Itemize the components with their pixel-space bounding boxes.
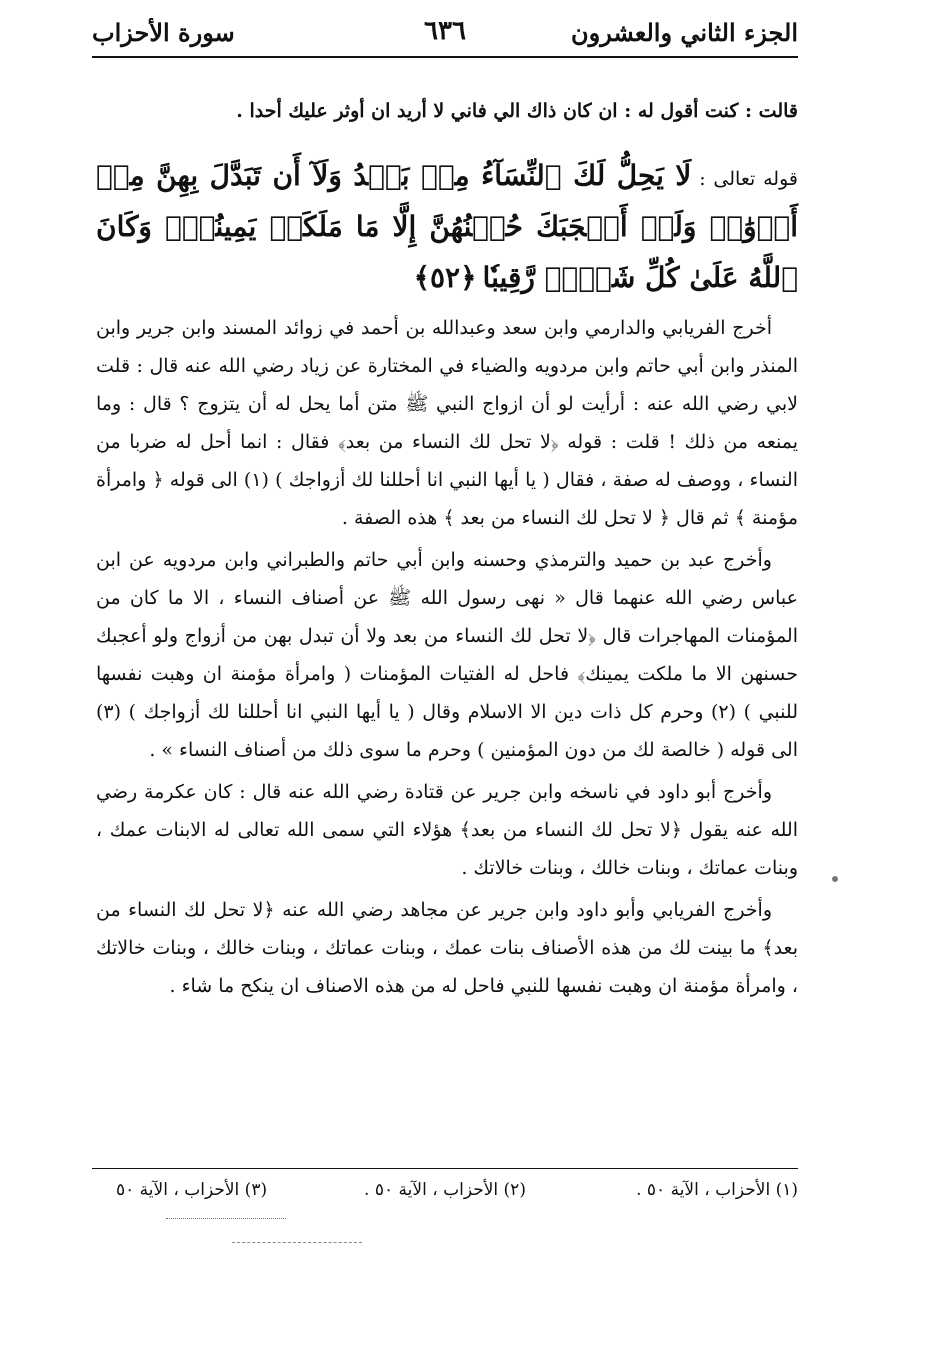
scan-artifact-line <box>166 1218 286 1219</box>
ayah-marker: ﴿٥٢﴾ <box>413 261 477 294</box>
footnote-3: (٣) الأحزاب ، الآية ٥٠ <box>116 1180 268 1200</box>
verse-block <box>96 152 798 305</box>
quran-verse: لَا يَحِلُّ لَكَ ٱلنِّسَآءُ مِنۢ بَعۡدُ وَلَآ أَن تَبَدَّلَ بِهِنَّ مِنۡ أَزۡوَٰجٖ وَلَوۡ أَعۡجَبَكَ حُسۡنُهُنَّ إِلَّا مَا مَلَكَتۡ يَمِينُكَۗ وَكَانَ ٱللَّهُ عَلَىٰ كُلِّ شَيۡءٖ رَّقِيبٗا <box>96 159 798 294</box>
page-number: ٦٣٦ <box>424 16 466 46</box>
part-title: الجزء الثاني والعشرون <box>571 18 798 47</box>
footnote-2: (٢) الأحزاب ، الآية ٥٠ . <box>364 1180 526 1200</box>
opening-line: قالت : كنت أقول له : ان كان ذاك الي فاني لا أريد ان أوثر عليك أحدا . <box>236 100 798 122</box>
footnotes <box>92 1180 798 1210</box>
scan-speck <box>832 876 838 882</box>
footnote-divider <box>92 1168 798 1169</box>
page-header <box>92 10 798 50</box>
paragraph-4: وأخرج الفريابي وأبو داود وابن جرير عن مجاهد رضي الله عنه ﴿لا تحل لك النساء من بعد﴾ ما بينت لك من هذه الأصناف بنات عمك ، وبنات عماتك ، وبنات خالك ، وبنات خالاتك ، وامرأة مؤمنة ان وهبت نفسها للنبي فاحل له من هذه الاصناف ان ينكح ما شاء . <box>96 899 798 997</box>
footnote-1: (١) الأحزاب ، الآية ٥٠ . <box>636 1180 798 1200</box>
verse-intro: قوله تعالى : <box>699 168 798 190</box>
page-body <box>96 92 798 1009</box>
surah-title: سورة الأحزاب <box>92 18 235 47</box>
paragraph-2: وأخرج عبد بن حميد والترمذي وحسنه وابن أبي حاتم والطبراني وابن مردويه عن ابن عباس رضي الله عنهما قال « نهى رسول الله ﷺ عن أصناف النساء ، الا ما كان من المؤمنات المهاجرات قال ﴿لا تحل لك النساء من بعد ولا أن تبدل بهن من أزواج ولو أعجبك حسنهن الا ما ملكت يمينك﴾ فاحل له الفتيات المؤمنات ( وامرأة مؤمنة ان وهبت نفسها للنبي ) (٢) وحرم كل ذات دين الا الاسلام وقال ( يا أيها النبي انا أحللنا لك أزواجك ) (٣) الى قوله ( خالصة لك من دون المؤمنين ) وحرم ما سوى ذلك من أصناف النساء » . <box>96 549 798 761</box>
header-divider <box>92 56 798 58</box>
scan-artifact-line <box>232 1242 362 1243</box>
paragraph-3: وأخرج أبو داود في ناسخه وابن جرير عن قتادة رضي الله عنه قال : كان عكرمة رضي الله عنه يقول ﴿لا تحل لك النساء من بعد﴾ هؤلاء التي سمى الله تعالى له الابنات عمك ، وبنات عماتك ، وبنات خالك ، وبنات خالاتك . <box>96 781 798 879</box>
paragraph-1: أخرج الفريابي والدارمي وابن سعد وعبدالله بن أحمد في زوائد المسند وابن جرير وابن المنذر وابن أبي حاتم وابن مردويه والضياء في المختارة عن زياد رضي الله عنه قال : قلت لابي رضي الله عنه : أرأيت لو أن ازواج النبي ﷺ متن أما يحل له أن يتزوج ؟ قال : وما يمنعه من ذلك ! قلت : قوله ﴿لا تحل لك النساء من بعد﴾ فقال : انما أحل له ضربا من النساء ، ووصف له صفة ، فقال ( يا أيها النبي انا أحللنا لك أزواجك ) (١) الى قوله ﴿ وامرأة مؤمنة ﴾ ثم قال ﴿ لا تحل لك النساء من بعد ﴾ هذه الصفة . <box>96 317 798 529</box>
